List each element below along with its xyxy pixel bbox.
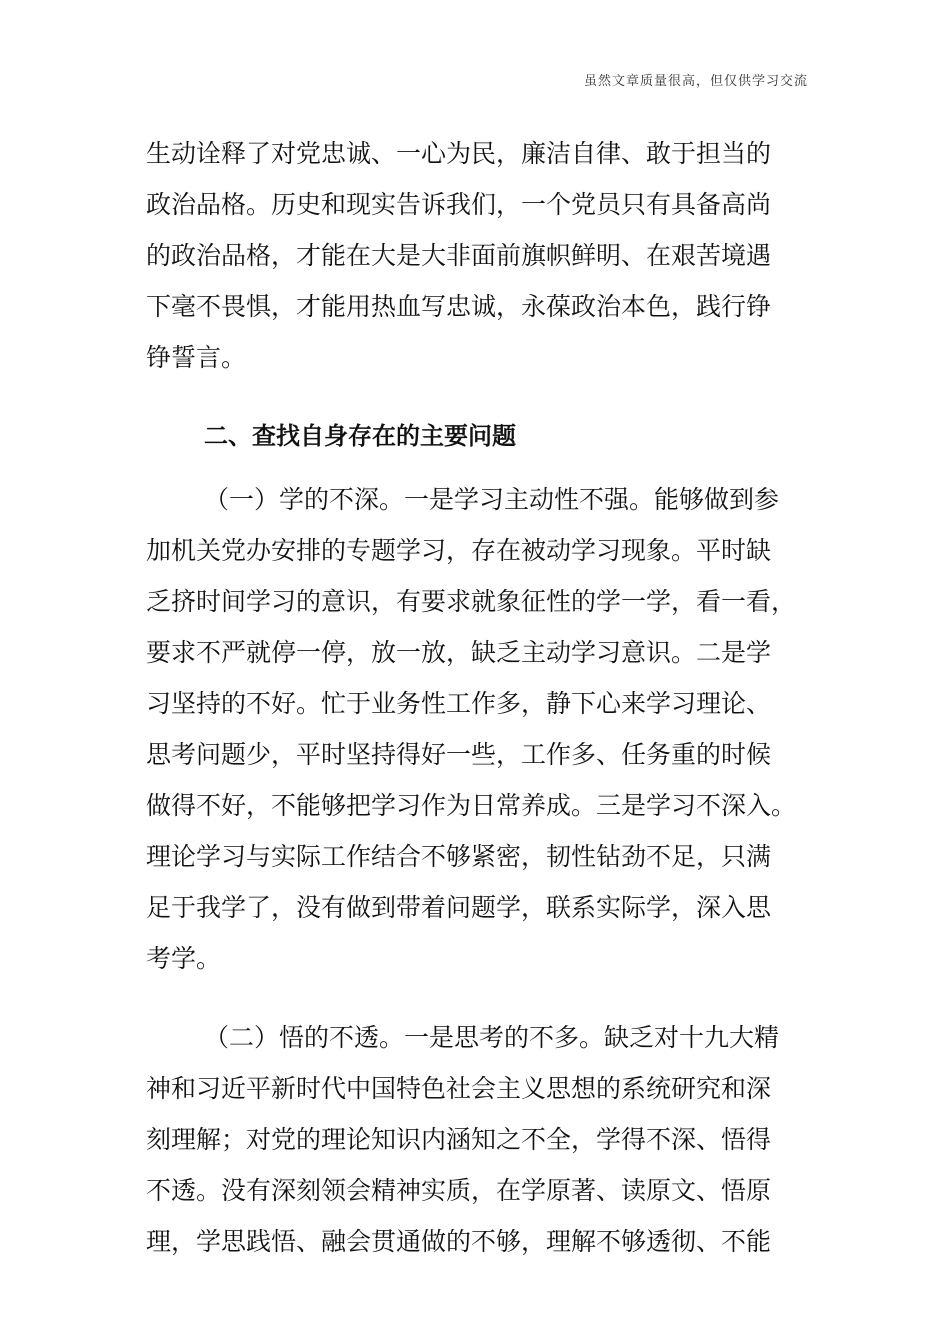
section-heading [146, 411, 816, 462]
text-line: 要求不严就停一停，放一放，缺乏主动学习意识。二是学 [146, 638, 772, 667]
text-line: 不透。没有深刻领会精神实质，在学原著、读原文、悟原 [146, 1176, 772, 1205]
text-line: 政治品格。历史和现实告诉我们，一个党员只有具备高尚 [146, 190, 772, 219]
text-line: 乏挤时间学习的意识，有要求就象征性的学一学，看一看， [146, 587, 797, 616]
paragraph-3 [146, 1012, 816, 1267]
text-line: 刻理解；对党的理论知识内涵知之不全，学得不深、悟得 [146, 1125, 772, 1154]
text-line: 生动诠释了对党忠诚、一心为民，廉洁自律、敢于担当的 [146, 139, 772, 168]
text-line: 习坚持的不好。忙于业务性工作多，静下心来学习理论、 [146, 689, 772, 718]
paragraph-1 [146, 128, 816, 383]
text-line: 加机关党办安排的专题学习，存在被动学习现象。平时缺 [146, 536, 772, 565]
text-line: 做得不好，不能够把学习作为日常养成。三是学习不深入。 [146, 791, 797, 820]
text-line: 理论学习与实际工作结合不够紧密，韧性钻劲不足，只满 [146, 842, 772, 871]
text-line: （一）学的不深。一是学习主动性不强。能够做到参 [204, 485, 780, 514]
text-line: 考学。 [146, 944, 222, 973]
section-heading-text: 二、查找自身存在的主要问题 [204, 422, 516, 450]
text-line: 思考问题少，平时坚持得好一些，工作多、任务重的时候 [146, 740, 772, 769]
text-line: 铮誓言。 [146, 343, 247, 372]
text-line: 足于我学了，没有做到带着问题学，联系实际学，深入思 [146, 893, 772, 922]
page-header-note: 虽然文章质量很高，但仅供学习交流 [583, 74, 808, 89]
document-body [146, 128, 816, 1267]
text-line: 的政治品格，才能在大是大非面前旗帜鲜明、在艰苦境遇 [146, 241, 772, 270]
paragraph-2 [146, 474, 816, 984]
text-line: 神和习近平新时代中国特色社会主义思想的系统研究和深 [146, 1074, 772, 1103]
text-line: 下毫不畏惧，才能用热血写忠诚，永葆政治本色，践行铮 [146, 292, 772, 321]
text-line: 理，学思践悟、融会贯通做的不够，理解不够透彻、不能 [146, 1227, 772, 1256]
text-line: （二）悟的不透。一是思考的不多。缺乏对十九大精 [204, 1023, 780, 1052]
